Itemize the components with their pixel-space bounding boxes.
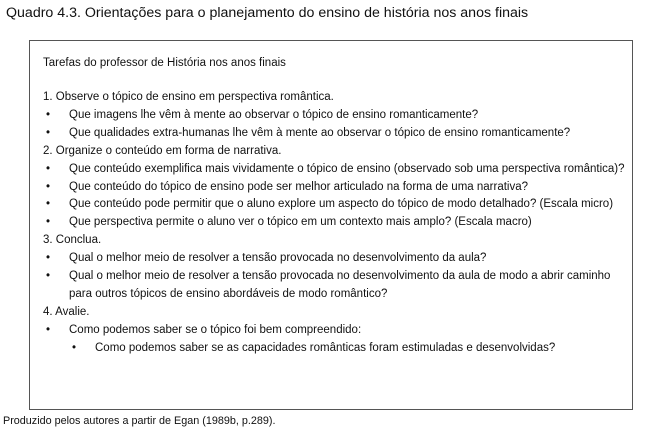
sub-list-item bbox=[43, 340, 628, 358]
section-title: 1. Observe o tópico de ensino em perspectiva romântica. bbox=[43, 91, 334, 103]
bullet-icon: • bbox=[45, 252, 51, 265]
section-title: 2. Organize o conteúdo em forma de narrativa. bbox=[43, 144, 282, 157]
bullet-icon: • bbox=[45, 270, 51, 283]
figure-caption: Quadro 4.3. Orientações para o planejamento do ensino de história nos anos finais bbox=[6, 5, 529, 21]
bullet-icon: • bbox=[71, 341, 77, 354]
list-item bbox=[43, 107, 628, 125]
list-item bbox=[43, 161, 628, 179]
list-item bbox=[43, 196, 628, 214]
list-item-text: Qual o melhor meio de resolver a tensão provocada no desenvolvimento da aula de modo a abrir caminho para outros tópicos de ensino abordáveis de modo romântico? bbox=[69, 270, 611, 300]
list-item-text: Que conteúdo exemplifica mais vividamente o tópico de ensino (observado sob uma perspectiva romântica)? bbox=[69, 162, 625, 175]
guidelines-list bbox=[43, 89, 628, 358]
list-item-text: Como podemos saber se o tópico foi bem compreendido: bbox=[69, 323, 362, 336]
section-title: 3. Conclua. bbox=[43, 234, 102, 247]
section-title: 4. Avalie. bbox=[43, 305, 90, 318]
box-heading: Tarefas do professor de História nos anos finais bbox=[43, 57, 286, 69]
list-item bbox=[43, 125, 628, 143]
list-item bbox=[43, 214, 628, 232]
list-item bbox=[43, 268, 628, 304]
list-item bbox=[43, 179, 628, 197]
list-item-text: Que conteúdo do tópico de ensino pode ser melhor articulado na forma de uma narrativa? bbox=[69, 180, 529, 193]
bullet-icon: • bbox=[45, 323, 51, 336]
bullet-icon: • bbox=[45, 162, 51, 175]
bullet-icon: • bbox=[45, 126, 51, 139]
source-note: Produzido pelos autores a partir de Egan (1989b, p.289). bbox=[3, 415, 276, 427]
guidelines-box bbox=[29, 40, 633, 410]
bullet-icon: • bbox=[45, 198, 51, 211]
sub-list-item-text: Como podemos saber se as capacidades românticas foram estimuladas e desenvolvidas? bbox=[95, 341, 556, 354]
bullet-icon: • bbox=[45, 180, 51, 193]
list-item-text: Que imagens lhe vêm à mente ao observar o tópico de ensino romanticamente? bbox=[69, 108, 479, 121]
list-item-text: Qual o melhor meio de resolver a tensão provocada no desenvolvimento da aula? bbox=[69, 252, 487, 265]
list-item-text: Que qualidades extra-humanas lhe vêm à mente ao observar o tópico de ensino romanticamente? bbox=[69, 126, 571, 139]
list-item-text: Que conteúdo pode permitir que o aluno explore um aspecto do tópico de modo detalhado? (Escala micro) bbox=[69, 198, 614, 211]
bullet-icon: • bbox=[45, 216, 51, 229]
list-item bbox=[43, 250, 628, 268]
bullet-icon: • bbox=[45, 108, 51, 121]
list-item bbox=[43, 322, 628, 340]
list-item-text: Que perspectiva permite o aluno ver o tópico em um contexto mais amplo? (Escala macro) bbox=[69, 216, 532, 229]
